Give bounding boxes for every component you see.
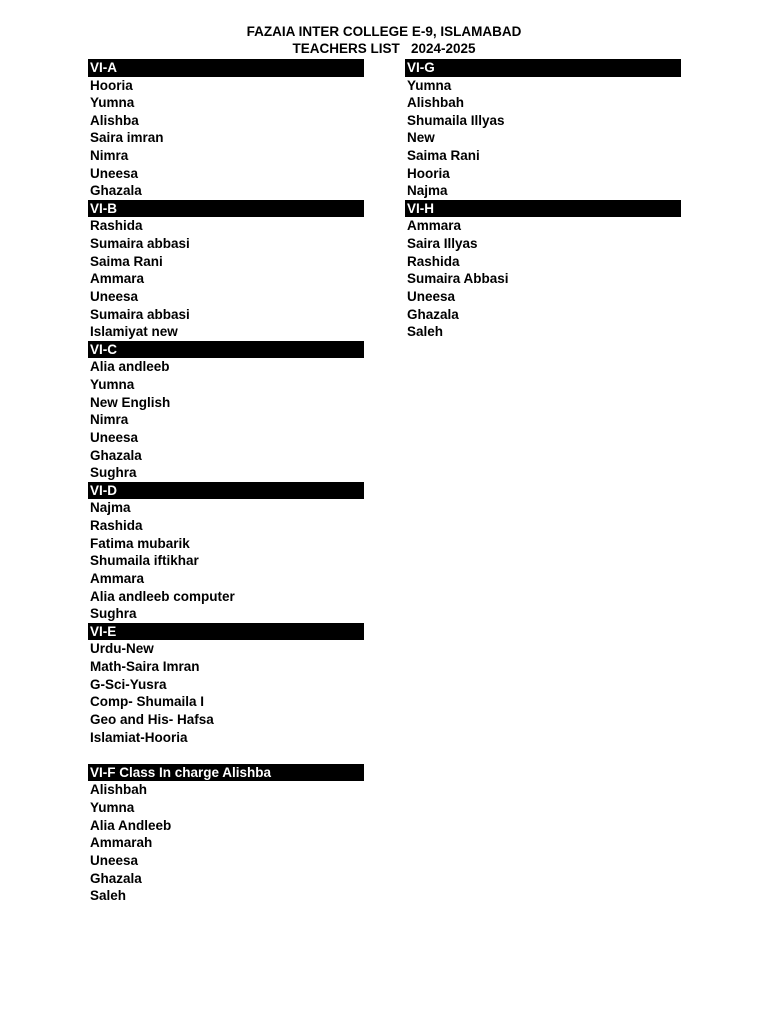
section-header: VI-B bbox=[88, 200, 364, 218]
section-vi-a bbox=[88, 59, 364, 200]
teacher-name: Alishba bbox=[90, 112, 139, 128]
teacher-name: Sumaira abbasi bbox=[90, 236, 190, 252]
teacher-name: Ghazala bbox=[407, 306, 459, 322]
teacher-name: Uneesa bbox=[90, 852, 139, 868]
section-vi-f bbox=[88, 764, 364, 905]
blank-row bbox=[88, 746, 364, 764]
teacher-name: Rashida bbox=[90, 518, 143, 534]
teacher-name: Ammara bbox=[407, 218, 462, 234]
teacher-name: Shumaila Illyas bbox=[407, 112, 505, 128]
list-title bbox=[0, 41, 768, 57]
teacher-name: Ghazala bbox=[90, 870, 142, 886]
teacher-name: Yumna bbox=[407, 77, 452, 93]
section-vi-e bbox=[88, 623, 364, 746]
teacher-name: Alia andleeb computer bbox=[90, 588, 235, 604]
section-vi-c bbox=[88, 341, 364, 482]
teacher-name: Yumna bbox=[90, 95, 135, 111]
section-header: VI-F Class In charge Alishba bbox=[88, 764, 364, 782]
teacher-name: Geo and His- Hafsa bbox=[90, 712, 214, 727]
teacher-name: Fatima mubarik bbox=[90, 535, 190, 551]
section-vi-b bbox=[88, 200, 364, 341]
teacher-name: Ammarah bbox=[90, 835, 153, 851]
section-header: VI-E bbox=[88, 623, 364, 641]
teacher-name: Saima Rani bbox=[90, 253, 163, 269]
teacher-name: Saleh bbox=[407, 324, 444, 340]
teacher-name: Uneesa bbox=[90, 165, 139, 181]
teacher-name: Hooria bbox=[407, 165, 450, 181]
teacher-name: Saima Rani bbox=[407, 148, 480, 164]
teacher-name: Urdu-New bbox=[90, 641, 154, 657]
teacher-name: Alia andleeb bbox=[90, 359, 170, 375]
teacher-name: Saira imran bbox=[90, 130, 164, 146]
teacher-name: Ammara bbox=[90, 571, 145, 587]
teacher-name: Islamiyat new bbox=[90, 324, 178, 340]
teacher-name: New English bbox=[90, 394, 171, 410]
section-vi-d bbox=[88, 482, 364, 623]
teacher-name: Rashida bbox=[407, 253, 460, 269]
section-header: VI-H bbox=[405, 200, 681, 218]
teacher-name: Alishbah bbox=[407, 95, 465, 111]
teacher-name: Uneesa bbox=[90, 430, 139, 446]
section-header: VI-A bbox=[88, 59, 364, 77]
teacher-name: Sumaira abbasi bbox=[90, 306, 190, 322]
left-column bbox=[88, 59, 364, 905]
teacher-name: Rashida bbox=[90, 218, 143, 234]
right-column bbox=[405, 59, 681, 341]
teacher-name: Sughra bbox=[90, 606, 137, 622]
teacher-name: G-Sci-Yusra bbox=[90, 676, 167, 692]
teacher-name: Alia Andleeb bbox=[90, 817, 172, 833]
academic-year: 2024-2025 bbox=[410, 41, 476, 56]
section-header: VI-G bbox=[405, 59, 681, 77]
teacher-name: Ghazala bbox=[90, 447, 142, 463]
teacher-name: Yumna bbox=[90, 377, 135, 393]
section-header: VI-C bbox=[88, 341, 364, 359]
section-vi-g bbox=[405, 59, 681, 200]
teacher-name: Uneesa bbox=[407, 289, 456, 305]
teacher-name: Hooria bbox=[90, 77, 133, 93]
teacher-name: Ghazala bbox=[90, 183, 142, 199]
teacher-name: Islamiat-Hooria bbox=[90, 729, 188, 745]
teacher-name: Nimra bbox=[90, 148, 129, 164]
teacher-name: Uneesa bbox=[90, 289, 139, 305]
teacher-name: Saira Illyas bbox=[407, 236, 478, 252]
teacher-name: Najma bbox=[407, 183, 448, 199]
teacher-name: Sumaira Abbasi bbox=[407, 271, 509, 287]
school-title: FAZAIA INTER COLLEGE E-9, ISLAMABAD bbox=[246, 24, 522, 39]
teacher-name: Najma bbox=[90, 500, 131, 516]
teacher-name: Sughra bbox=[90, 465, 137, 481]
teacher-name: Saleh bbox=[90, 888, 127, 904]
teacher-name: New bbox=[407, 130, 435, 146]
teacher-name: Ammara bbox=[90, 271, 145, 287]
list-label: TEACHERS LIST bbox=[292, 41, 400, 56]
teacher-name: Comp- Shumaila I bbox=[90, 694, 205, 710]
teacher-name: Math-Saira Imran bbox=[90, 659, 200, 675]
section-vi-h bbox=[405, 200, 681, 341]
teacher-name: Yumna bbox=[90, 800, 135, 816]
teacher-name: Alishbah bbox=[90, 782, 148, 798]
teacher-name: Nimra bbox=[90, 412, 129, 428]
teacher-name: Shumaila iftikhar bbox=[90, 553, 199, 569]
section-header: VI-D bbox=[88, 482, 364, 500]
